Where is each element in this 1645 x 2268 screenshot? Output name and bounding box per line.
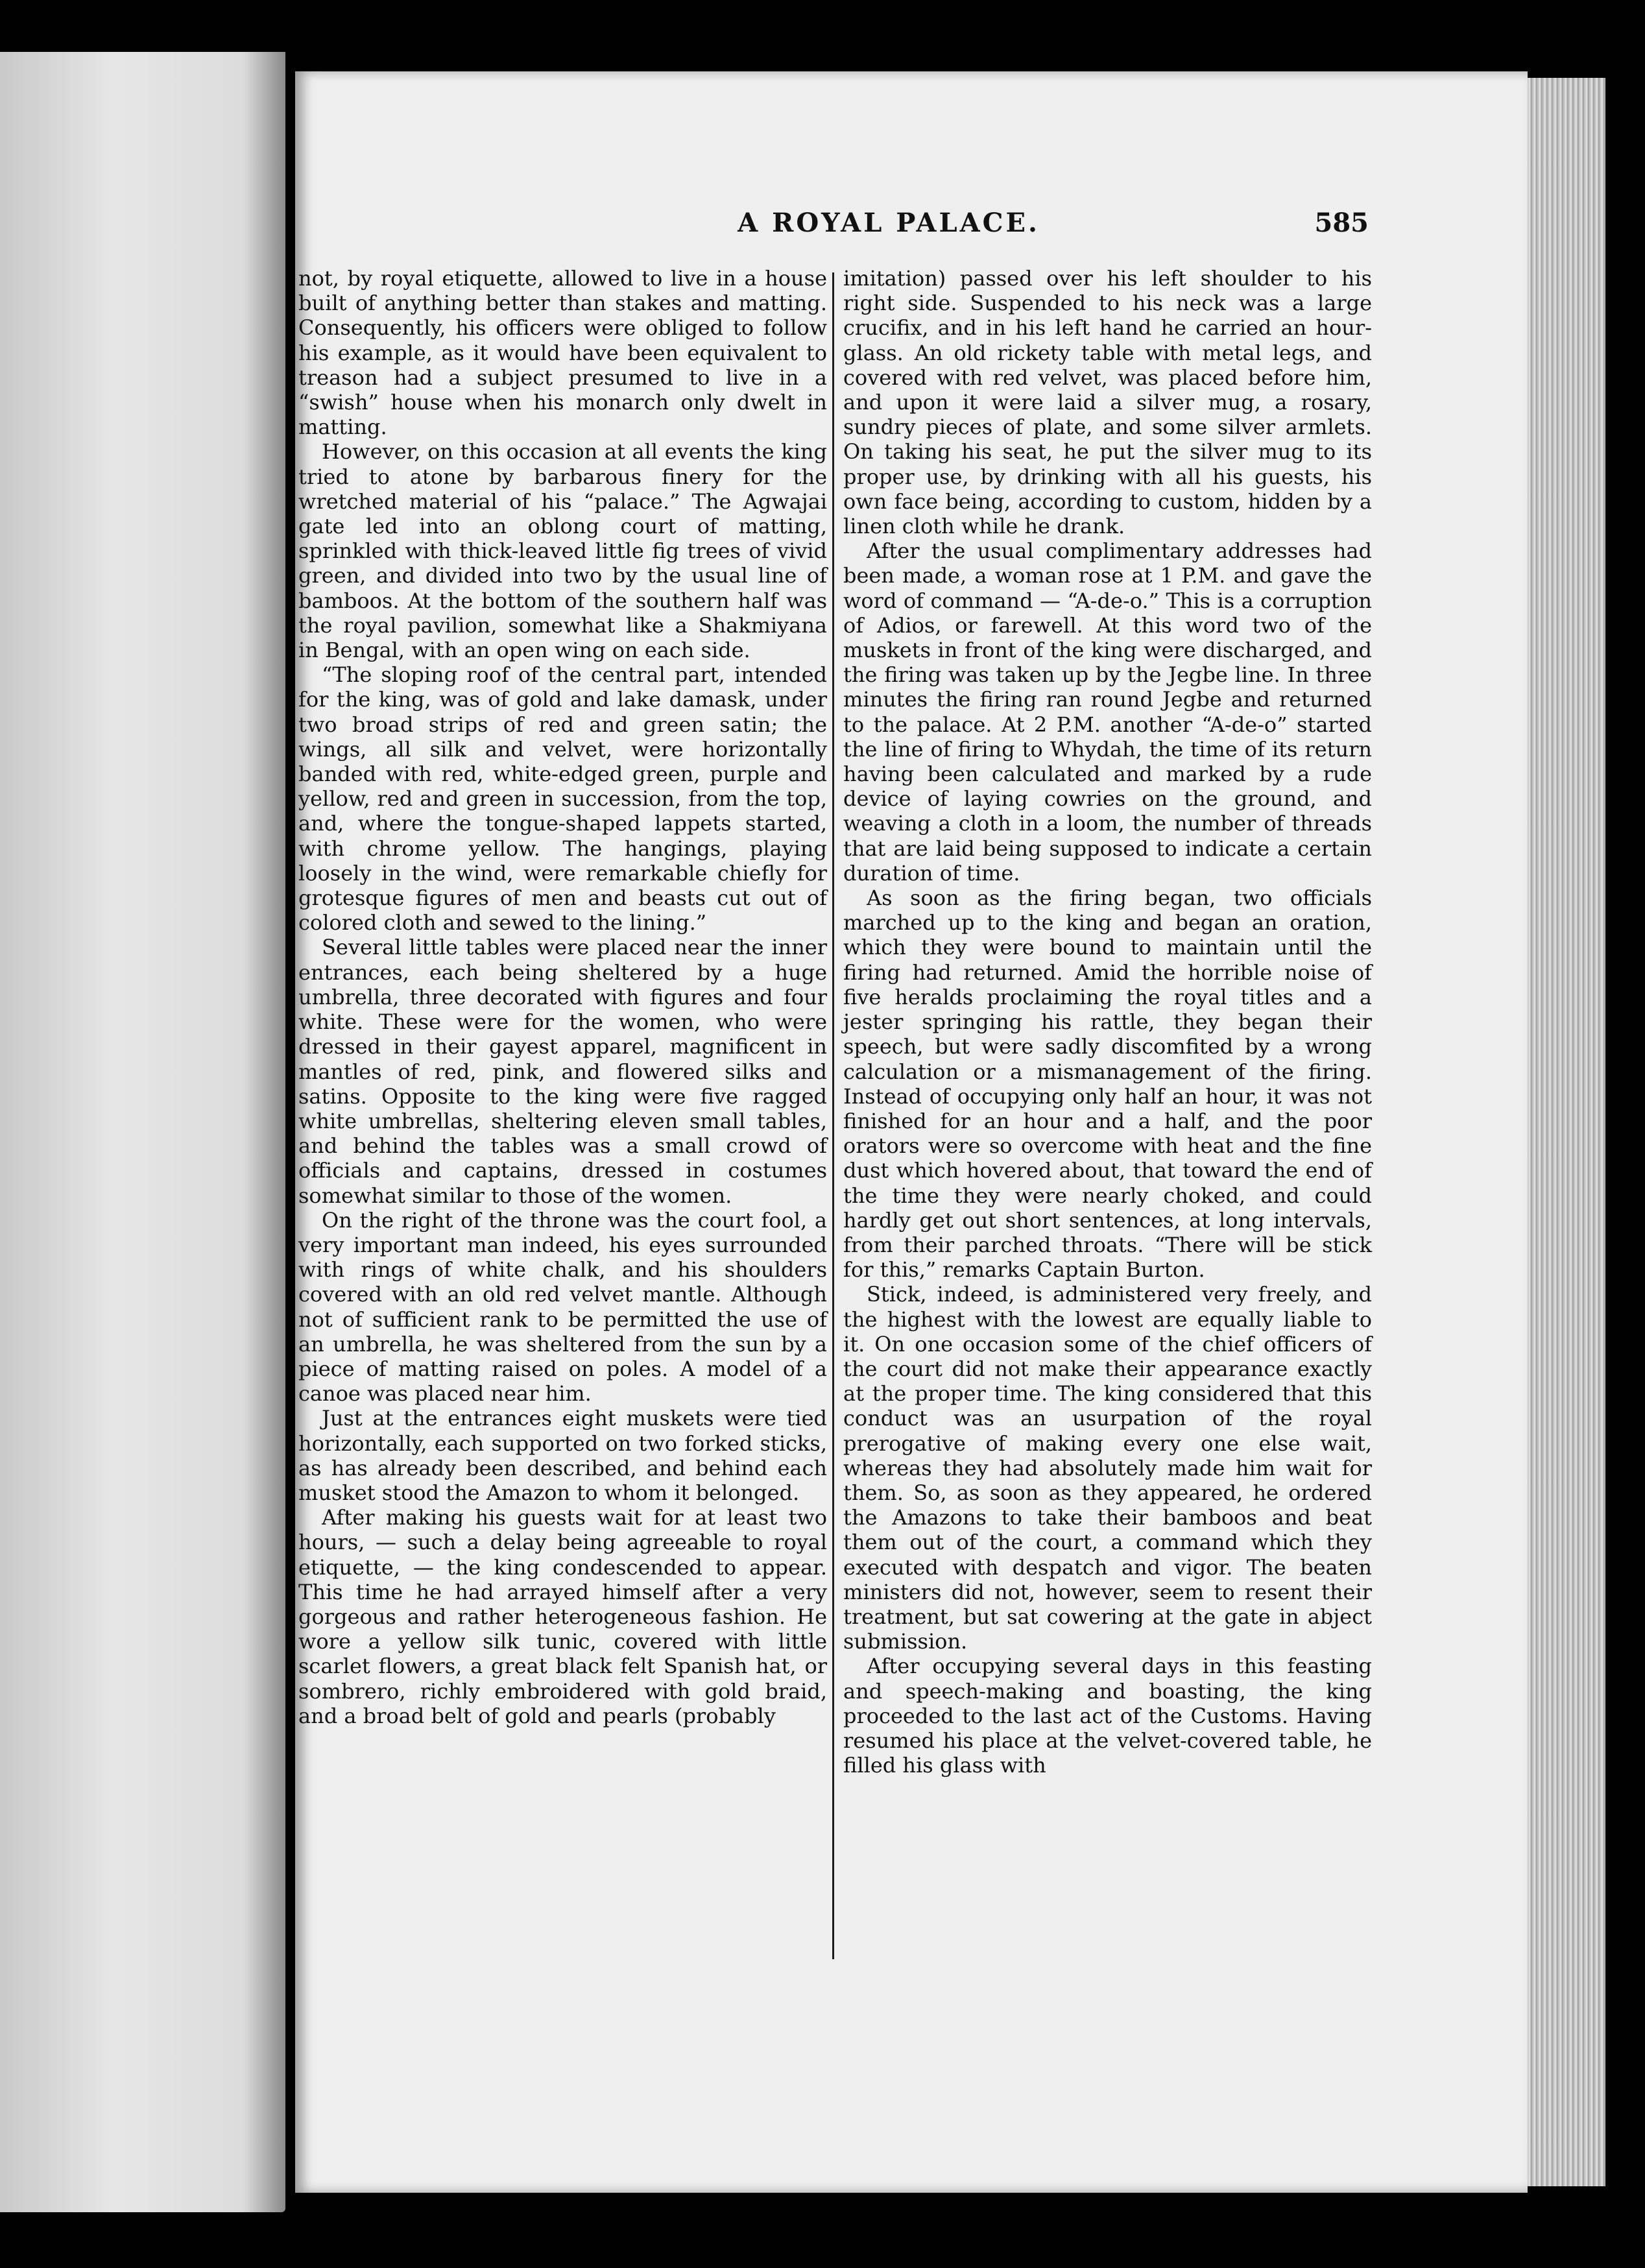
page-number: 585 (1314, 208, 1369, 238)
paragraph: Stick, indeed, is administered very freely, and the highest with the lowest are equally liable to it. On one occasion some of the chief officers of the court did not make their appearance exactly at the proper time. The king considered that this conduct was an usurpation of the royal prerogative of making every one else wait, whereas they had absolutely made him wait for them. So, as soon as they appeared, he ordered the Amazons to take their bamboos and beat them out of the court, a command which they executed with despatch and vigor. The beaten ministers did not, however, seem to resent their treatment, but sat cowering at the gate in abject submission. (843, 1282, 1372, 1654)
paragraph: After making his guests wait for at least two hours, — such a delay being agreeable to royal etiquette, — the king condescended to appear. This time he had arrayed himself after a very gorgeous and rather heterogeneous fashion. He wore a yellow silk tunic, covered with little scarlet flowers, a great black felt Spanish hat, or sombrero, richly embroidered with gold braid, and a broad belt of gold and pearls (probably (298, 1505, 827, 1728)
left-column (298, 266, 827, 1728)
paragraph: Several little tables were placed near the inner entrances, each being sheltered by a huge umbrella, three decorated with figures and four white. These were for the women, who were dressed in their gayest apparel, magnificent in mantles of red, pink, and flowered silks and satins. Opposite to the king were five ragged white umbrellas, sheltering eleven small tables, and behind the tables was a small crowd of officials and captains, dressed in costumes somewhat similar to those of the women. (298, 935, 827, 1208)
paragraph: not, by royal etiquette, allowed to live in a house built of anything better than stakes and matting. Consequently, his officers were obliged to follow his example, as it would have been equivalent to treason had a subject presumed to live in a “swish” house when his monarch only dwelt in matting. (298, 266, 827, 440)
quoted-paragraph: “The sloping roof of the central part, intended for the king, was of gold and lake damask, under two broad strips of red and green satin; the wings, all silk and velvet, were horizontally banded with red, white-edged green, purple and yellow, red and green in succession, from the top, and, where the tongue-shaped lappets started, with chrome yellow. The hangings, playing loosely in the wind, were remarkable chiefly for grotesque figures of men and beasts cut out of colored cloth and sewed to the lining.” (298, 662, 827, 935)
column-divider (832, 272, 834, 1959)
paragraph: Just at the entrances eight muskets were tied horizontally, each supported on two forked sticks, as has already been described, and behind each musket stood the Amazon to whom it belonged. (298, 1406, 827, 1505)
running-head: A ROYAL PALACE. (738, 208, 1040, 238)
paragraph: After the usual complimentary addresses had been made, a woman rose at 1 P.M. and gave the word of command — “A-de-o.” This is a corruption of Adios, or farewell. At this word two of the muskets in front of the king were discharged, and the firing was taken up by the Jegbe line. In three minutes the firing ran round Jegbe and returned to the palace. At 2 P.M. another “A-de-o” started the line of firing to Whydah, the time of its return having been calculated and marked by a rude device of laying cowries on the ground, and weaving a cloth in a loom, the number of threads that are laid being supposed to indicate a certain duration of time. (843, 538, 1372, 886)
paragraph: After occupying several days in this feasting and speech-making and boasting, the king proceeded to the last act of the Customs. Having resumed his place at the velvet-covered table, he filled his glass with (843, 1654, 1372, 1778)
paragraph: However, on this occasion at all events the king tried to atone by barbarous finery for the wretched material of his “palace.” The Agwajai gate led into an oblong court of matting, sprinkled with thick-leaved little fig trees of vivid green, and divided into two by the usual line of bamboos. At the bottom of the southern half was the royal pavilion, somewhat like a Shakmiyana in Bengal, with an open wing on each side. (298, 439, 827, 663)
page-edges (1528, 78, 1605, 2186)
paragraph: On the right of the throne was the court fool, a very important man indeed, his eyes surrounded with rings of white chalk, and his shoulders covered with an old red velvet mantle. Although not of sufficient rank to be permitted the use of an umbrella, he was sheltered from the sun by a piece of matting raised on poles. A model of a canoe was placed near him. (298, 1207, 827, 1406)
previous-page (0, 52, 285, 2212)
paragraph: imitation) passed over his left shoulder to his right side. Suspended to his neck was a large crucifix, and in his left hand he carried an hour-glass. An old rickety table with metal legs, and covered with red velvet, was placed before him, and upon it were laid a silver mug, a rosary, sundry pieces of plate, and some silver armlets. On taking his seat, he put the silver mug to its proper use, by drinking with all his guests, his own face being, according to custom, hidden by a linen cloth while he drank. (843, 266, 1372, 539)
right-column (843, 266, 1372, 1778)
paragraph: As soon as the firing began, two officials marched up to the king and began an oration, which they were bound to maintain until the firing had returned. Amid the horrible noise of five heralds proclaiming the royal titles and a jester springing his rattle, they began their speech, but were sadly discomfited by a wrong calculation or a mismanagement of the firing. Instead of occupying only half an hour, it was not finished for an hour and a half, and the poor orators were so overcome with heat and the fine dust which hovered about, that toward the end of the time they were nearly choked, and could hardly get out short sentences, at long intervals, from their parched throats. “There will be stick for this,” remarks Captain Burton. (843, 886, 1372, 1283)
